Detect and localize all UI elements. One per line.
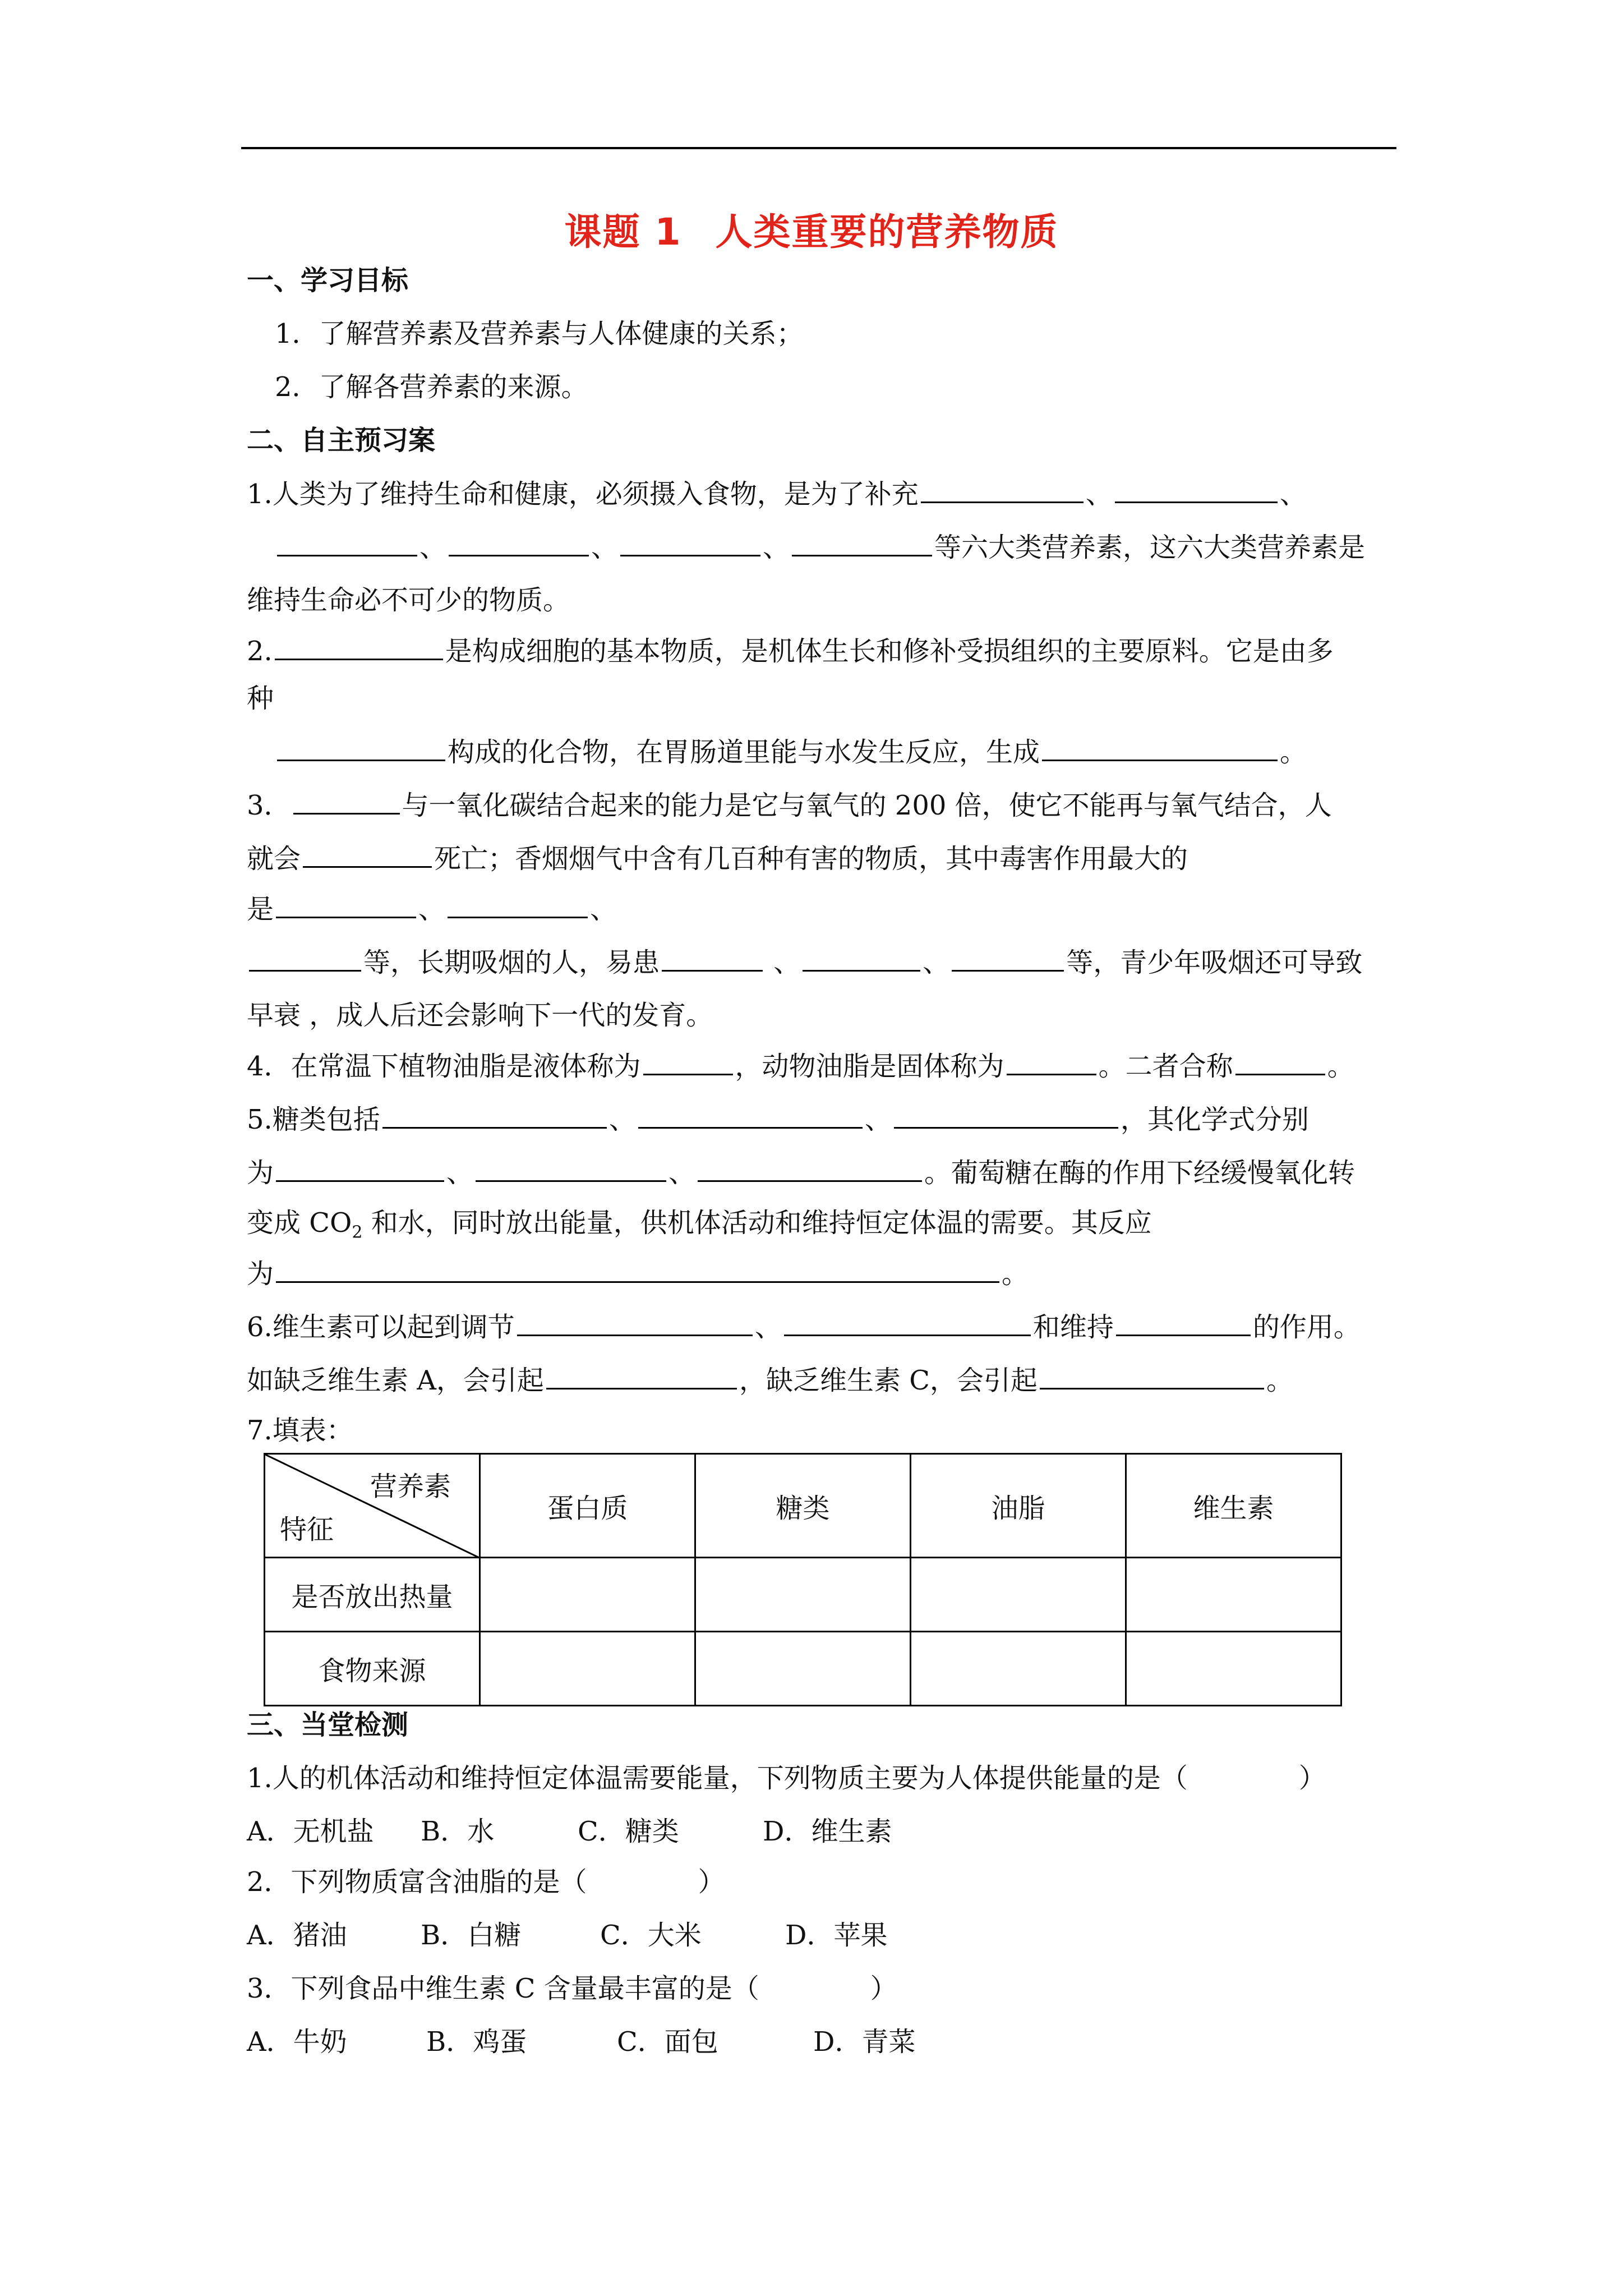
option[interactable]: C．大米 — [600, 1920, 702, 1951]
section-2-heading: 二、自主预习案 — [247, 425, 436, 456]
blank[interactable] — [1116, 1310, 1251, 1336]
column-header: 油脂 — [911, 1454, 1126, 1558]
objective-2: 2．了解各营养素的来源。 — [275, 371, 588, 403]
blank[interactable] — [638, 1102, 863, 1129]
title-text: 人类重要的营养物质 — [715, 210, 1059, 254]
q2-line-1: 2. 是构成细胞的基本物质，是机体生长和修补受损组织的主要原料。它是由多 — [247, 634, 1334, 668]
test-q2-options — [247, 1918, 888, 1952]
q5-line-2: 为 、 、 。葡萄糖在酶的作用下经缓慢氧化转 — [247, 1156, 1355, 1190]
blank[interactable] — [275, 634, 443, 660]
blank[interactable] — [803, 945, 920, 972]
blank[interactable] — [1007, 1049, 1096, 1075]
header-rule — [241, 147, 1396, 149]
table-cell[interactable] — [911, 1558, 1126, 1632]
row-header: 是否放出热量 — [265, 1558, 480, 1632]
blank[interactable] — [249, 945, 361, 972]
q5-line-3: 变成 $CO_2$ 和水，同时放出能量，供机体活动和维持恒定体温的需要。其反应 — [247, 1207, 1152, 1243]
table-cell[interactable] — [480, 1632, 695, 1706]
q6-line-2: 如缺乏维生素 A，会引起 ，缺乏维生素 C，会引起 。 — [247, 1363, 1293, 1397]
blank[interactable] — [952, 945, 1064, 972]
test-q1-options — [247, 1815, 892, 1848]
answer-blank[interactable] — [762, 1973, 868, 1998]
test-q1: 1.人的机体活动和维持恒定体温需要能量，下列物质主要为人体提供能量的是（ ） — [247, 1763, 1326, 1794]
option[interactable]: D．苹果 — [785, 1920, 888, 1951]
option[interactable]: B．白糖 — [421, 1920, 522, 1951]
table-cell[interactable] — [695, 1632, 911, 1706]
nutrient-table — [264, 1453, 1342, 1706]
corner-label-top: 营养素 — [370, 1471, 451, 1502]
q3-line-1: 3． 与一氧化碳结合起来的能力是它与氧气的 200 倍，使它不能再与氧气结合，人 — [247, 788, 1332, 822]
blank[interactable] — [643, 1049, 733, 1075]
section-1-heading: 一、学习目标 — [247, 265, 409, 296]
option[interactable]: C．面包 — [617, 2026, 718, 2058]
q6-line-1: 6.维生素可以起到调节 、 和维持 的作用。 — [247, 1310, 1361, 1344]
blank[interactable] — [382, 1102, 607, 1129]
option[interactable]: D．维生素 — [763, 1816, 892, 1847]
blank[interactable] — [276, 1257, 999, 1283]
blank[interactable] — [921, 477, 1083, 503]
blank[interactable] — [449, 530, 589, 556]
table-cell[interactable] — [695, 1558, 911, 1632]
answer-blank[interactable] — [1190, 1763, 1297, 1787]
q7-label: 7.填表： — [247, 1415, 353, 1446]
blank[interactable] — [1042, 735, 1278, 761]
column-header: 维生素 — [1126, 1454, 1341, 1558]
option[interactable]: A．牛奶 — [247, 2026, 347, 2058]
blank[interactable] — [1235, 1049, 1325, 1075]
table-cell[interactable] — [911, 1632, 1126, 1706]
objective-1: 1．了解营养素及营养素与人体健康的关系； — [275, 318, 804, 349]
q1-line-1: 1.人类为了维持生命和健康，必须摄入食物，是为了补充 、 、 — [247, 477, 1307, 511]
section-3-heading: 三、当堂检测 — [247, 1709, 409, 1741]
q1-line-2: 、 、 、 等六大类营养素，这六大类营养素是 — [275, 530, 1365, 564]
option[interactable]: D．青菜 — [813, 2026, 916, 2058]
blank[interactable] — [662, 945, 763, 972]
q2-line-3: 构成的化合物，在胃肠道里能与水发生反应，生成 。 — [275, 735, 1307, 769]
blank[interactable] — [1115, 477, 1278, 503]
blank[interactable] — [792, 530, 932, 556]
blank[interactable] — [784, 1310, 1031, 1336]
blank[interactable] — [276, 892, 416, 918]
q1-line-3: 维持生命必不可少的物质。 — [247, 585, 570, 616]
q4-line-1: 4．在常温下植物油脂是液体称为 ，动物油脂是固体称为 。二者合称 。 — [247, 1049, 1354, 1083]
blank[interactable] — [620, 530, 760, 556]
blank[interactable] — [1040, 1363, 1264, 1389]
option[interactable]: C．糖类 — [578, 1816, 679, 1847]
blank[interactable] — [276, 1156, 444, 1182]
page-title — [0, 202, 1623, 255]
q2-line-2: 种 — [247, 683, 274, 714]
blank[interactable] — [517, 1310, 753, 1336]
blank[interactable] — [894, 1102, 1118, 1129]
test-q2: 2．下列物质富含油脂的是（ ） — [247, 1866, 725, 1898]
blank[interactable] — [476, 1156, 666, 1182]
table-cell[interactable] — [1126, 1632, 1341, 1706]
column-header: 蛋白质 — [480, 1454, 695, 1558]
q3-line-5: 早衰 ，成人后还会影响下一代的发育。 — [247, 1000, 713, 1031]
corner-label-bottom: 特征 — [280, 1514, 334, 1545]
title-number: 课题 1 — [564, 210, 682, 254]
option[interactable]: B．水 — [421, 1816, 495, 1847]
option[interactable]: B．鸡蛋 — [426, 2026, 527, 2058]
q3-line-3: 是 、 、 — [247, 892, 617, 926]
blank[interactable] — [546, 1363, 737, 1389]
table-cell[interactable] — [1126, 1558, 1341, 1632]
column-header: 糖类 — [695, 1454, 911, 1558]
blank[interactable] — [277, 530, 417, 556]
option[interactable]: A．猪油 — [247, 1920, 347, 1951]
option[interactable]: A．无机盐 — [247, 1816, 374, 1847]
q5-line-4: 为 。 — [247, 1257, 1029, 1291]
blank[interactable] — [293, 788, 400, 815]
blank[interactable] — [277, 735, 445, 761]
q5-line-1: 5.糖类包括 、 、 ，其化学式分别 — [247, 1102, 1309, 1137]
table-cell[interactable] — [480, 1558, 695, 1632]
blank[interactable] — [303, 841, 432, 868]
blank[interactable] — [448, 892, 588, 918]
table-corner-cell — [265, 1454, 480, 1558]
test-q3-options — [247, 2025, 916, 2059]
q3-line-4: 等，长期吸烟的人，易患 、 、 等，青少年吸烟还可导致 — [247, 945, 1362, 979]
answer-blank[interactable] — [589, 1866, 696, 1891]
q3-line-2: 就会 死亡；香烟烟气中含有几百种有害的物质，其中毒害作用最大的 — [247, 841, 1188, 876]
test-q3: 3．下列食品中维生素 C 含量最丰富的是（ ） — [247, 1973, 897, 2004]
blank[interactable] — [698, 1156, 922, 1182]
row-header: 食物来源 — [265, 1632, 480, 1706]
